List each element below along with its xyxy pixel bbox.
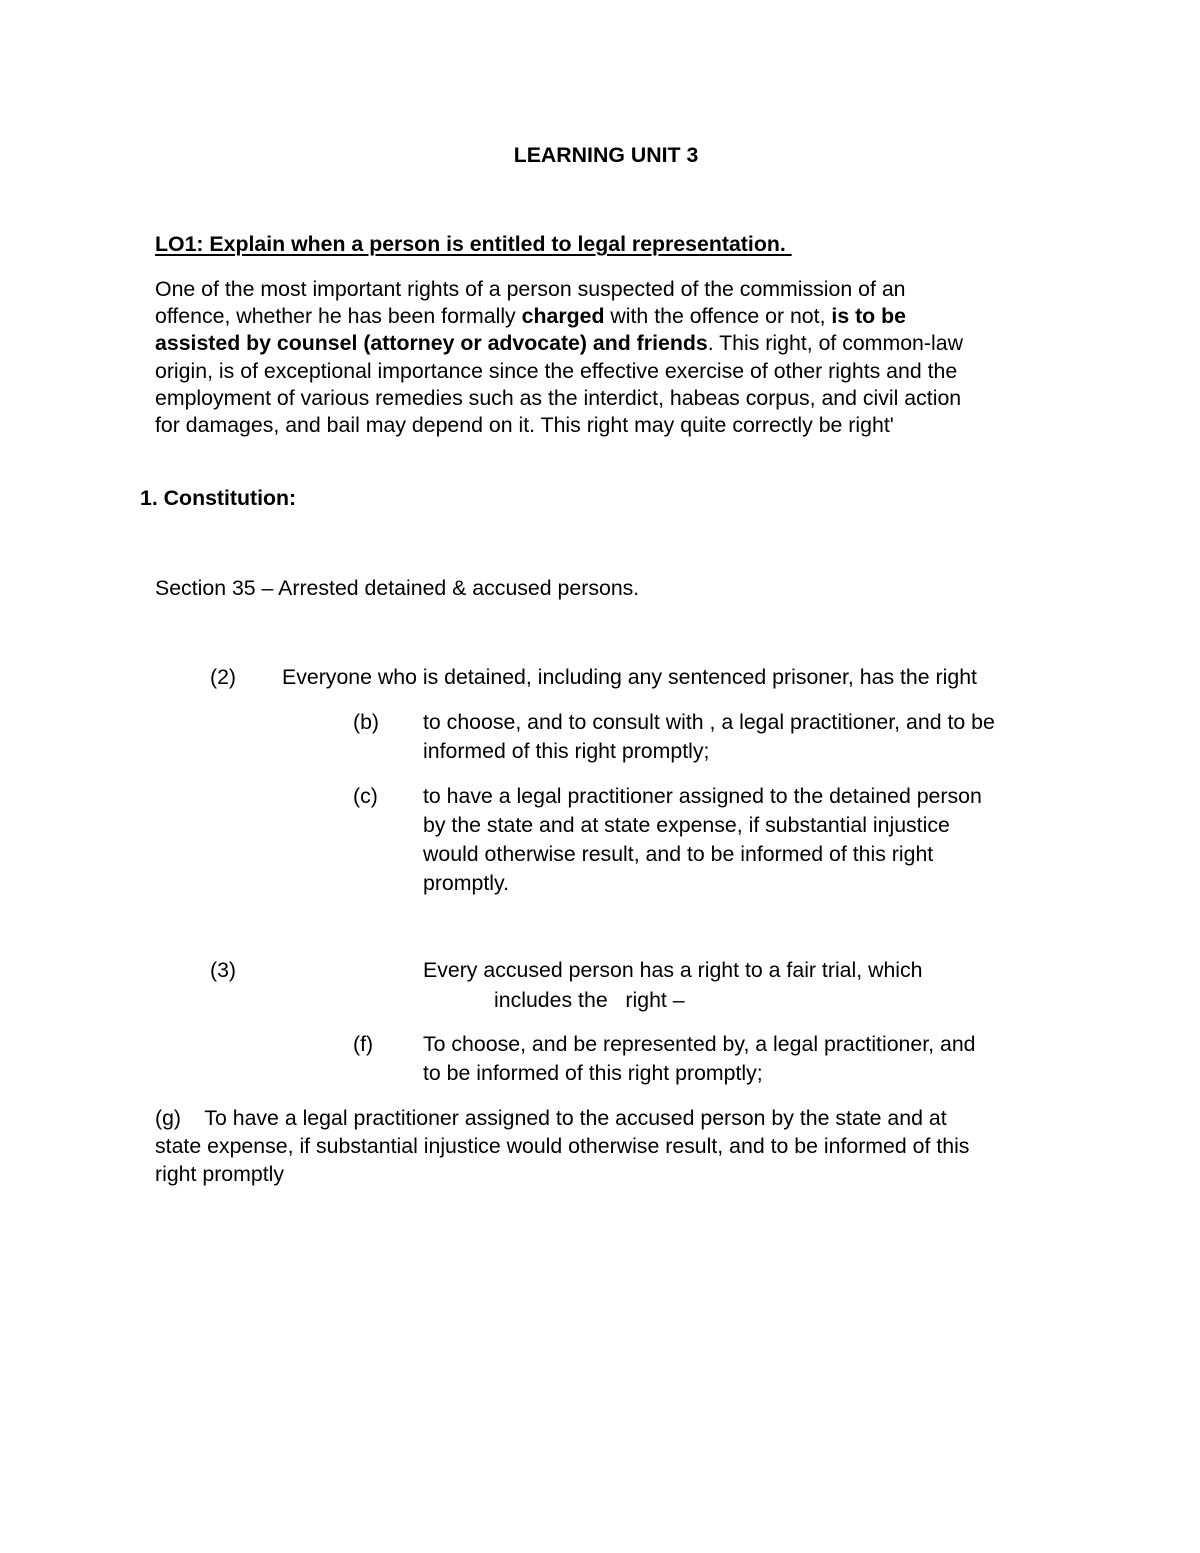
item-b-text: [423, 708, 995, 766]
section-heading-constitution: 1. Constitution:: [140, 486, 297, 510]
item-c-text: [423, 782, 982, 898]
lo1-heading: LO1: Explain when a person is entitled to legal representation.: [155, 232, 792, 256]
intro-text: offence, whether he has been formally: [155, 304, 522, 329]
item-c-line-1: to have a legal practitioner assigned to the detained person: [423, 784, 982, 808]
subsection-2-number: (2): [210, 665, 237, 689]
item-f-text: [423, 1030, 976, 1088]
intro-text: with the offence or not,: [604, 304, 832, 329]
item-c-line-3: would otherwise result, and to be informed of this right: [423, 842, 934, 866]
subsection-3-line-1: Every accused person has a right to a fair trial, which: [423, 958, 923, 982]
item-f-line-1: To choose, and be represented by, a legal practitioner, and: [423, 1032, 976, 1056]
intro-line-2: [155, 303, 1075, 330]
intro-line-4: origin, is of exceptional importance since the effective exercise of other rights and the: [155, 358, 958, 383]
item-c-line-4: promptly.: [423, 871, 509, 895]
item-f-number: (f): [353, 1032, 374, 1056]
item-g-line-3: right promptly: [155, 1162, 285, 1186]
item-b-line-2: informed of this right promptly;: [423, 739, 710, 763]
subsection-3-line-2: includes the right –: [494, 988, 685, 1012]
page-title: LEARNING UNIT 3: [513, 143, 699, 167]
section-35-title: Section 35 – Arrested detained & accused persons.: [155, 576, 640, 600]
intro-line-3: [155, 330, 1075, 357]
intro-bold-assisted: assisted by counsel (attorney or advocate) and friends: [155, 331, 708, 356]
item-c-number: (c): [353, 784, 378, 808]
intro-text: . This right, of common-law: [707, 331, 963, 356]
item-g-line-1: (g) To have a legal practitioner assigned to the accused person by the state and at: [155, 1106, 947, 1130]
item-g-paragraph: [155, 1104, 1075, 1188]
intro-bold-charged: charged: [521, 304, 605, 329]
item-f-line-2: to be informed of this right promptly;: [423, 1061, 763, 1085]
subsection-2-text: Everyone who is detained, including any sentenced prisoner, has the right: [282, 665, 977, 689]
item-c-line-2: by the state and at state expense, if substantial injustice: [423, 813, 950, 837]
intro-bold-is-to-be: is to be: [831, 304, 906, 329]
subsection-3-number: (3): [210, 958, 237, 982]
item-g-line-2: state expense, if substantial injustice would otherwise result, and to be informed of this: [155, 1134, 970, 1158]
intro-line-1: One of the most important rights of a person suspected of the commission of an: [155, 277, 906, 301]
intro-line-6: for damages, and bail may depend on it. This right may quite correctly be right': [155, 413, 894, 438]
item-b-line-1: to choose, and to consult with , a legal practitioner, and to be: [423, 710, 995, 734]
intro-paragraph: [155, 276, 1075, 439]
intro-line-5: employment of various remedies such as the interdict, habeas corpus, and civil action: [155, 385, 962, 410]
item-b-number: (b): [353, 710, 380, 734]
